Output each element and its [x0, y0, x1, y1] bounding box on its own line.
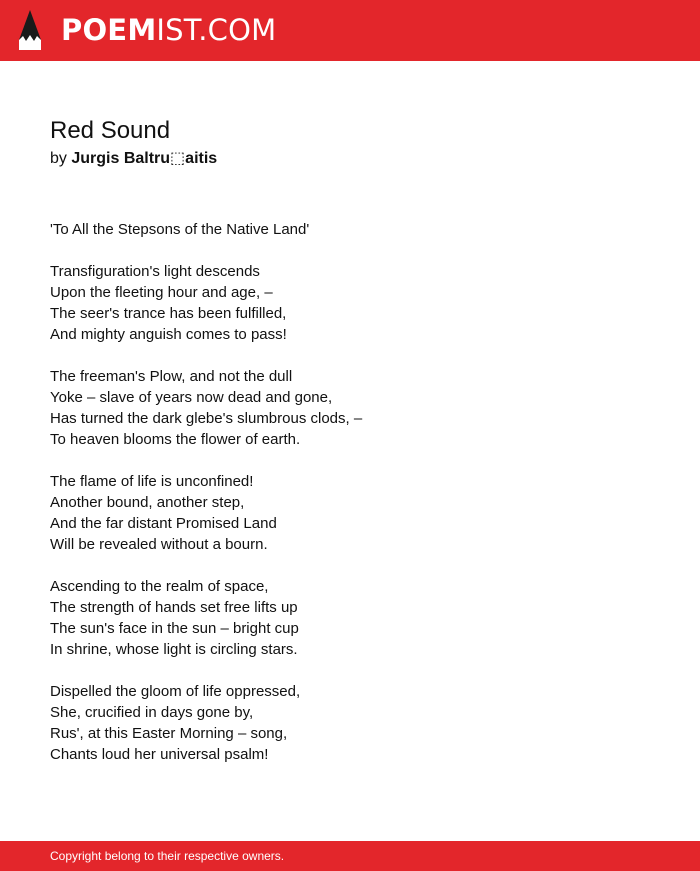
poem-line: Chants loud her universal psalm!: [50, 746, 269, 763]
poem-stanza: [50, 261, 362, 345]
poem-line: 'To All the Stepsons of the Native Land': [50, 221, 310, 238]
poem-title: Red Sound: [50, 117, 171, 144]
poem-line: Rus', at this Easter Morning – song,: [50, 725, 288, 742]
site-header: [0, 0, 700, 61]
byline-prefix: by: [50, 150, 67, 167]
logo-wordmark-bold: POEM: [61, 12, 157, 47]
poem-line: To heaven blooms the flower of earth.: [50, 431, 301, 448]
logo-wordmark: [61, 12, 277, 47]
site-logo[interactable]: [18, 9, 276, 51]
poem-line: Has turned the dark glebe's slumbrous clods, –: [50, 410, 363, 427]
poem-body: [50, 219, 362, 786]
poem-line: Upon the fleeting hour and age, –: [50, 284, 273, 301]
byline: [50, 148, 217, 170]
poem-line: She, crucified in days gone by,: [50, 704, 254, 721]
poem-line: Yoke – slave of years now dead and gone,: [50, 389, 333, 406]
poem-line: The sun's face in the sun – bright cup: [50, 620, 299, 637]
author-name[interactable]: Jurgis Baltru⬚aitis: [71, 150, 218, 167]
poem-line: In shrine, whose light is circling stars.: [50, 641, 298, 658]
poem-epigraph: [50, 219, 362, 240]
poem-line: The flame of life is unconfined!: [50, 473, 254, 490]
poem-line: Will be revealed without a bourn.: [50, 536, 268, 553]
poem-line: Ascending to the realm of space,: [50, 578, 269, 595]
poem-stanza: [50, 576, 362, 660]
poem-line: Another bound, another step,: [50, 494, 245, 511]
poem-line: And mighty anguish comes to pass!: [50, 326, 287, 343]
logo-wordmark-light: IST.COM: [156, 12, 277, 47]
poem-line: And the far distant Promised Land: [50, 515, 277, 532]
poem-line: The strength of hands set free lifts up: [50, 599, 298, 616]
pen-nib-icon: [18, 9, 42, 51]
poem-line: Dispelled the gloom of life oppressed,: [50, 683, 301, 700]
poem-stanza: [50, 471, 362, 555]
poem-stanza: [50, 681, 362, 765]
poem-line: Transfiguration's light descends: [50, 263, 260, 280]
copyright-notice: Copyright belong to their respective owners.: [50, 849, 285, 863]
poem-line: The seer's trance has been fulfilled,: [50, 305, 287, 322]
poem-stanza: [50, 366, 362, 450]
poem-line: The freeman's Plow, and not the dull: [50, 368, 293, 385]
site-footer: [0, 841, 700, 871]
